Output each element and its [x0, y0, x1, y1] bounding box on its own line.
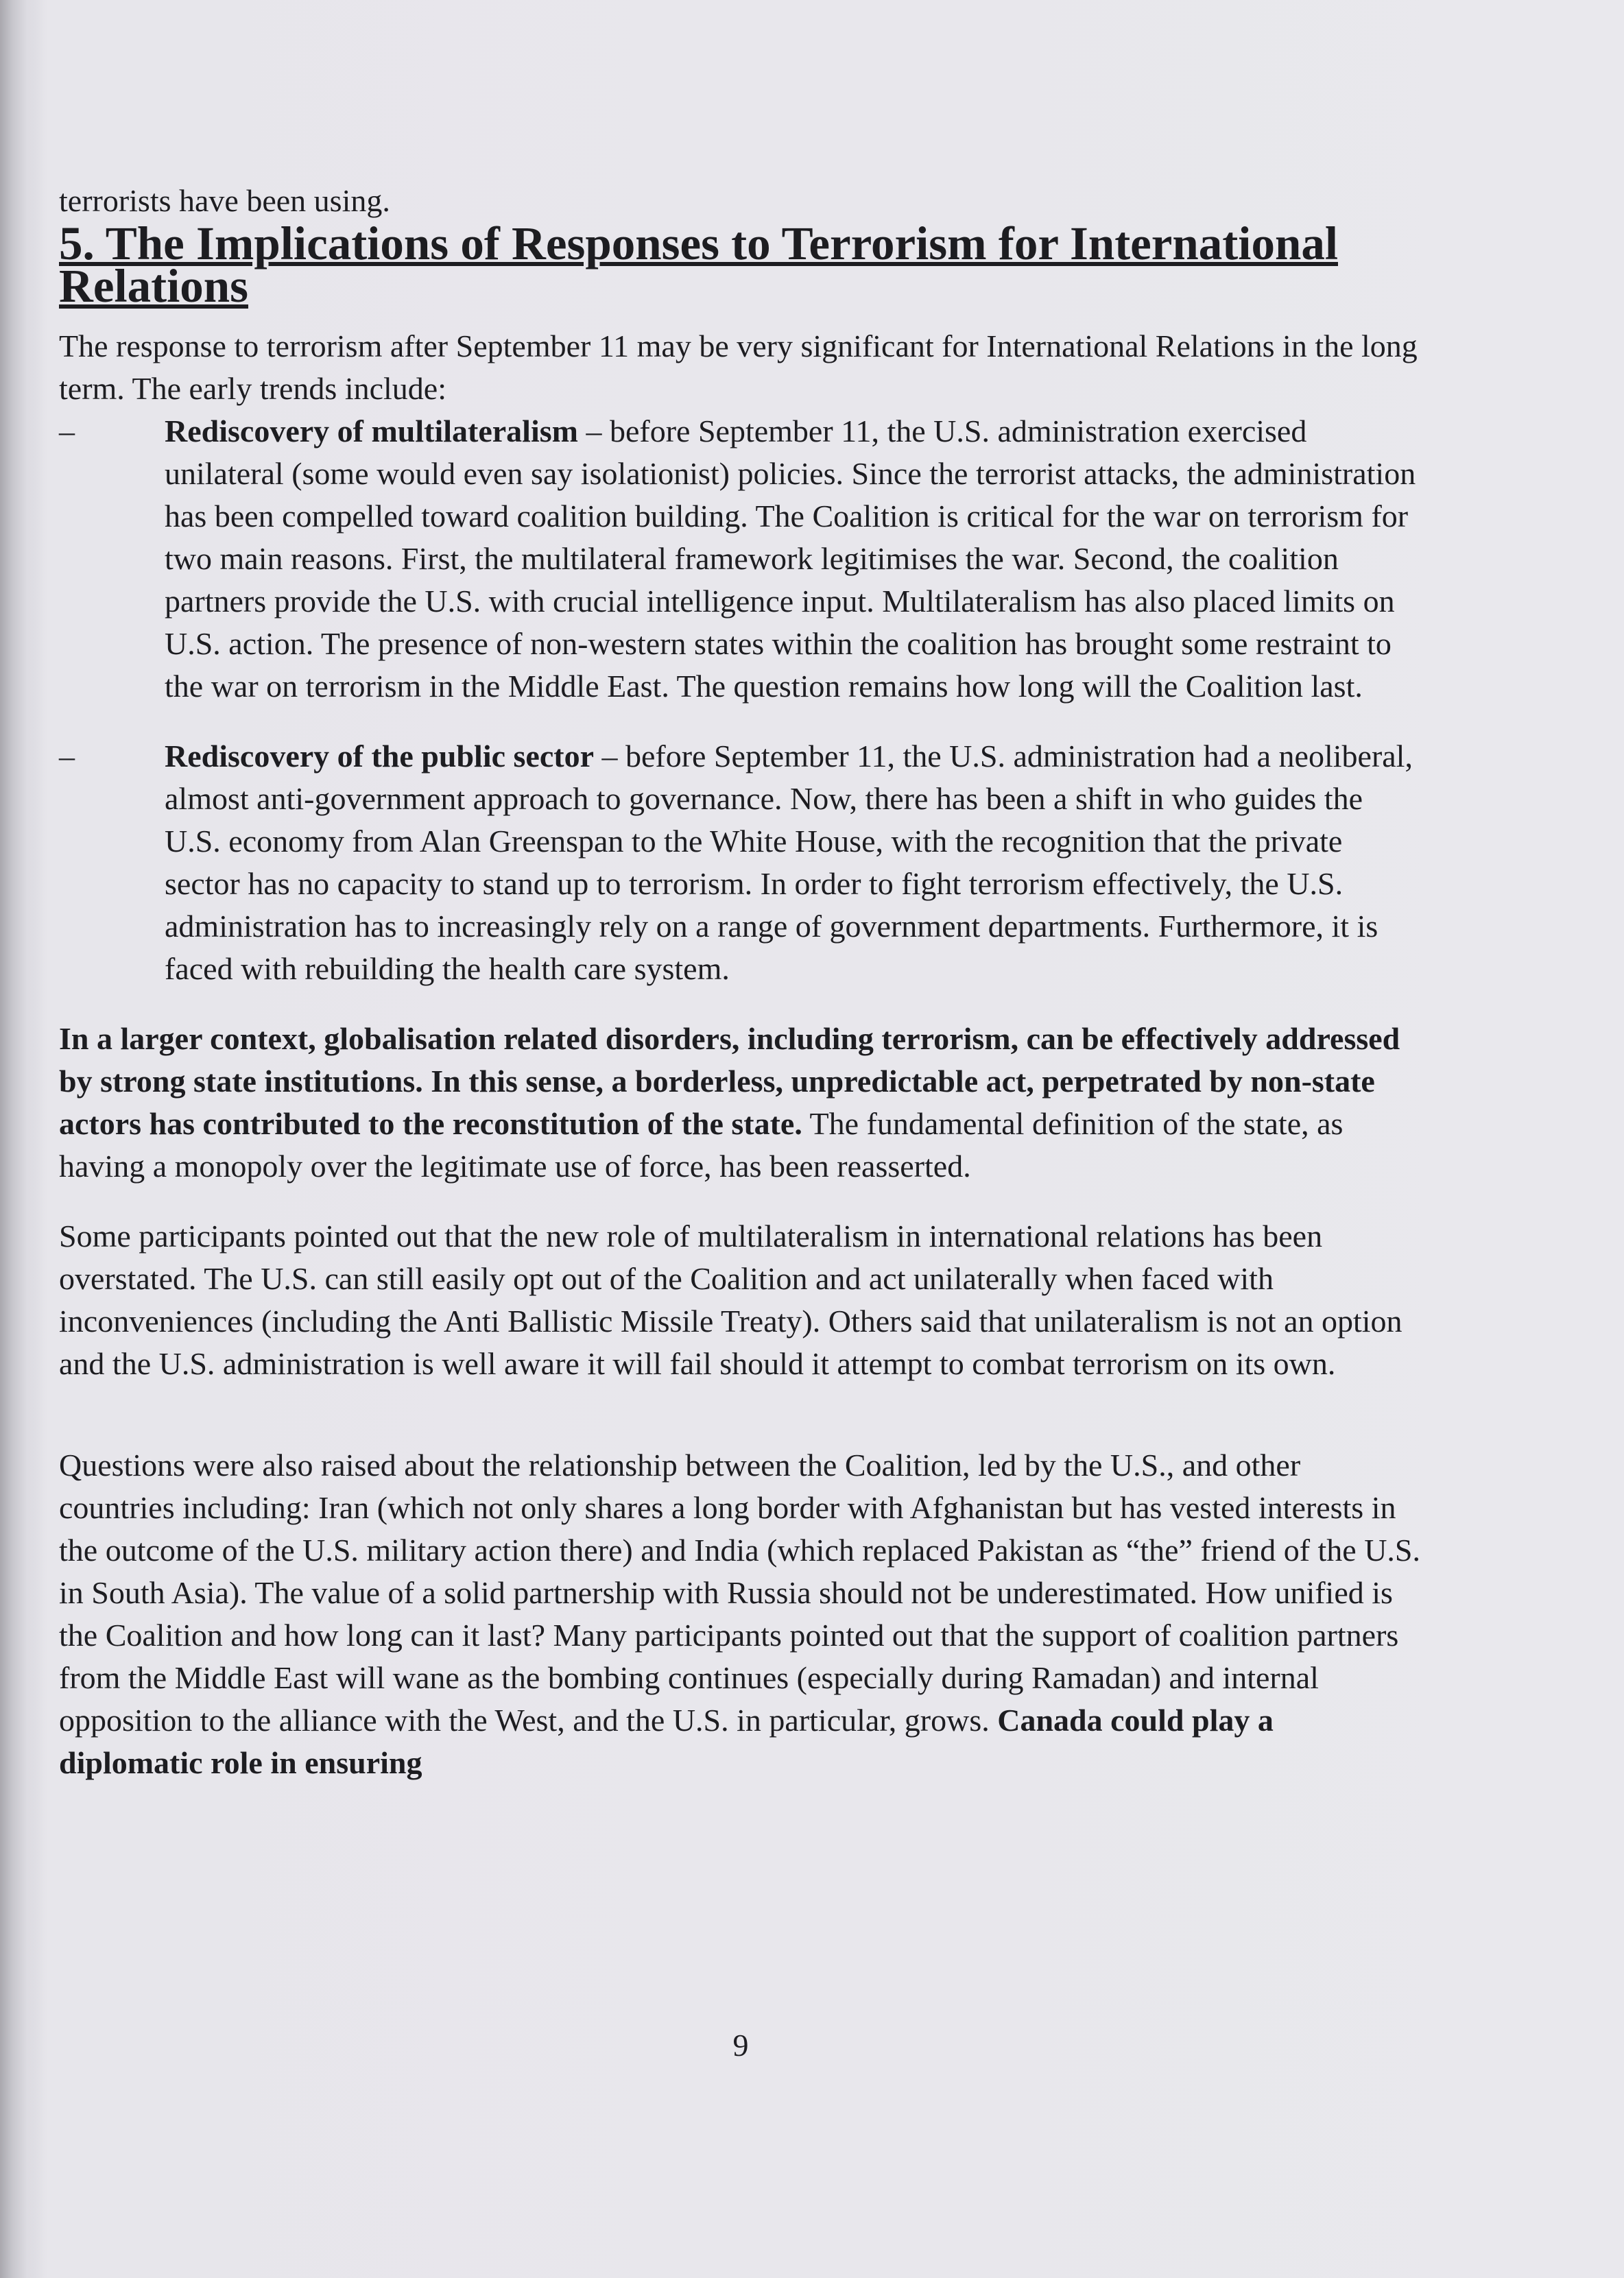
questions-text: Questions were also raised about the relationship between the Coalition, led by the U.S., and other countries including: Iran (which not only shares a long border with Afghanistan but has vested interests in the outcome of the U.S. military action there) and India (which replaced Pakistan as “the” friend of the U.S. in South Asia). The value of a solid partnership with Russia should not be underestimated. How unified is the Coalition and how long can it last? Many participants pointed out that the support of coalition partners from the Middle East will wane as the bombing continues (especially during Ramadan) and internal opposition to the alliance with the West, and the U.S. in particular, grows. [59, 1448, 1421, 1738]
binding-edge [0, 0, 44, 2278]
context-paragraph [59, 1018, 1424, 1188]
page-number: 9 [732, 2028, 749, 2063]
bullet-term: Rediscovery of the public sector [165, 739, 594, 774]
intro-paragraph: The response to terrorism after September 11 may be very significant for International Relations in the long term. The early trends include: [59, 328, 1418, 406]
questions-bold-text: Canada could play a diplomatic role in ensuring [59, 1703, 1274, 1780]
bullet-text: – before September 11, the U.S. administration had a neoliberal, almost anti-government approach to governance. Now, there has been a shift in who guides the U.S. economy from Alan Greenspan to the White House, with the recognition that the private sector has no capacity to stand up to terrorism. In order to fight terrorism effectively, the U.S. administration has to increasingly rely on a range of government departments. Furthermore, it is faced with rebuilding the health care system. [165, 739, 1413, 986]
list-item [59, 410, 1424, 708]
bullet-text: – before September 11, the U.S. administration exercised unilateral (some would even say isolationist) policies. Since the terrorist attacks, the administration has been compelled toward coalition building. The Coalition is critical for the war on terrorism for two main reasons. First, the multilateral framework legitimises the war. Second, the coalition partners provide the U.S. with crucial intelligence input. Multilateralism has also placed limits on U.S. action. The presence of non-western states within the coalition has brought some restraint to the war on terrorism in the Middle East. The question remains how long will the Coalition last. [165, 413, 1416, 704]
questions-paragraph [59, 1444, 1424, 1784]
context-bold-text: In a larger context, globalisation related disorders, including terrorism, can be effectively addressed by strong state institutions. In this sense, a borderless, unpredictable act, perpetrated by non-state actors has contributed to the reconstitution of the state. [59, 1021, 1400, 1141]
continued-text: terrorists have been using. [59, 183, 390, 218]
context-rest-text: The fundamental definition of the state, as having a monopoly over the legitimate use of force, has been reasserted. [59, 1106, 1344, 1184]
list-item [59, 735, 1424, 990]
page-content [59, 180, 1424, 1784]
bullet-term: Rediscovery of multilateralism [165, 413, 578, 448]
section-heading: 5. The Implications of Responses to Terrorism for International Relations [59, 217, 1338, 312]
bullet-dash: – [59, 413, 75, 448]
bullet-dash: – [59, 739, 75, 774]
participants-paragraph: Some participants pointed out that the new role of multilateralism in international relations has been overstated. The U.S. can still easily opt out of the Coalition and act unilaterally when faced with inconveniences (including the Anti Ballistic Missile Treaty). Others said that unilateralism is not an option and the U.S. administration is well aware it will fail should it attempt to combat terrorism on its own. [59, 1219, 1402, 1381]
trends-list [59, 410, 1424, 990]
